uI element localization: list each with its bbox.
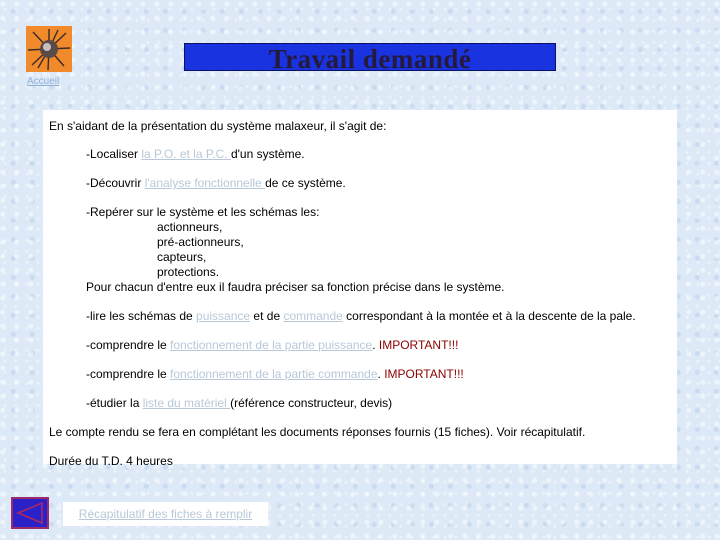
task-text: (référence constructeur, devis) (230, 396, 393, 410)
fonctionnement-commande-link[interactable]: fonctionnement de la partie commande (170, 367, 378, 381)
task-reperer: -Repérer sur le système et les schémas les: (86, 205, 320, 219)
task-text: et de (250, 309, 284, 323)
analyse-fonctionnelle-link[interactable]: l'analyse fonctionnelle (144, 176, 266, 190)
task-text: . (377, 367, 385, 381)
list-item: pré-actionneurs, (157, 235, 244, 249)
liste-materiel-link[interactable]: liste du matériel (142, 396, 231, 410)
list-item: capteurs, (157, 250, 207, 264)
task-text: -Découvrir (86, 176, 145, 190)
task-lire-schemas (49, 309, 671, 324)
logo-star-icon[interactable] (26, 26, 72, 72)
task-comprendre-puissance (49, 338, 671, 353)
task-comprendre-commande (49, 367, 671, 382)
fonctionnement-puissance-link[interactable]: fonctionnement de la partie puissance (170, 338, 373, 352)
list-item: protections. (157, 265, 220, 279)
intro-text: En s'aidant de la présentation du système malaxeur, il s'agit de: (49, 119, 387, 133)
task-text: . (372, 338, 379, 352)
commande-link[interactable]: commande (283, 309, 343, 323)
accueil-link[interactable]: Accueil (27, 76, 60, 87)
task-text: de ce système. (265, 176, 346, 190)
task-text: -comprendre le (86, 367, 171, 381)
puissance-link[interactable]: puissance (196, 309, 251, 323)
task-text: -lire les schémas de (86, 309, 197, 323)
task-text: correspondant à la montée et à la descente de la pale. (342, 309, 636, 323)
list-item: actionneurs, (157, 220, 223, 234)
duree-text: Durée du T.D. 4 heures (49, 454, 173, 468)
task-reperer-tail: Pour chacun d'entre eux il faudra préciser sa fonction précise dans le système. (86, 280, 505, 294)
task-etudier-liste (49, 396, 671, 411)
compte-rendu-text: Le compte rendu se fera en complétant les documents réponses fournis (15 fiches). Voir récapitulatif. (49, 425, 586, 439)
task-text: -étudier la (86, 396, 143, 410)
triangle-left-icon (15, 501, 45, 525)
task-decouvrir (49, 176, 671, 191)
important-label: IMPORTANT!!! (378, 338, 459, 352)
task-text: d'un système. (230, 147, 305, 161)
task-text: -comprendre le (86, 338, 171, 352)
instructions-panel (43, 110, 677, 468)
page-title: Travail demandé (184, 43, 556, 71)
task-text: -Localiser (86, 147, 142, 161)
important-label: IMPORTANT!!! (384, 367, 464, 381)
back-button[interactable] (11, 497, 49, 529)
recapitulatif-link[interactable]: Récapitulatif des fiches à remplir (63, 502, 268, 526)
task-localiser (49, 147, 671, 162)
po-pc-link[interactable]: la P.O. et la P.C. (141, 147, 231, 161)
